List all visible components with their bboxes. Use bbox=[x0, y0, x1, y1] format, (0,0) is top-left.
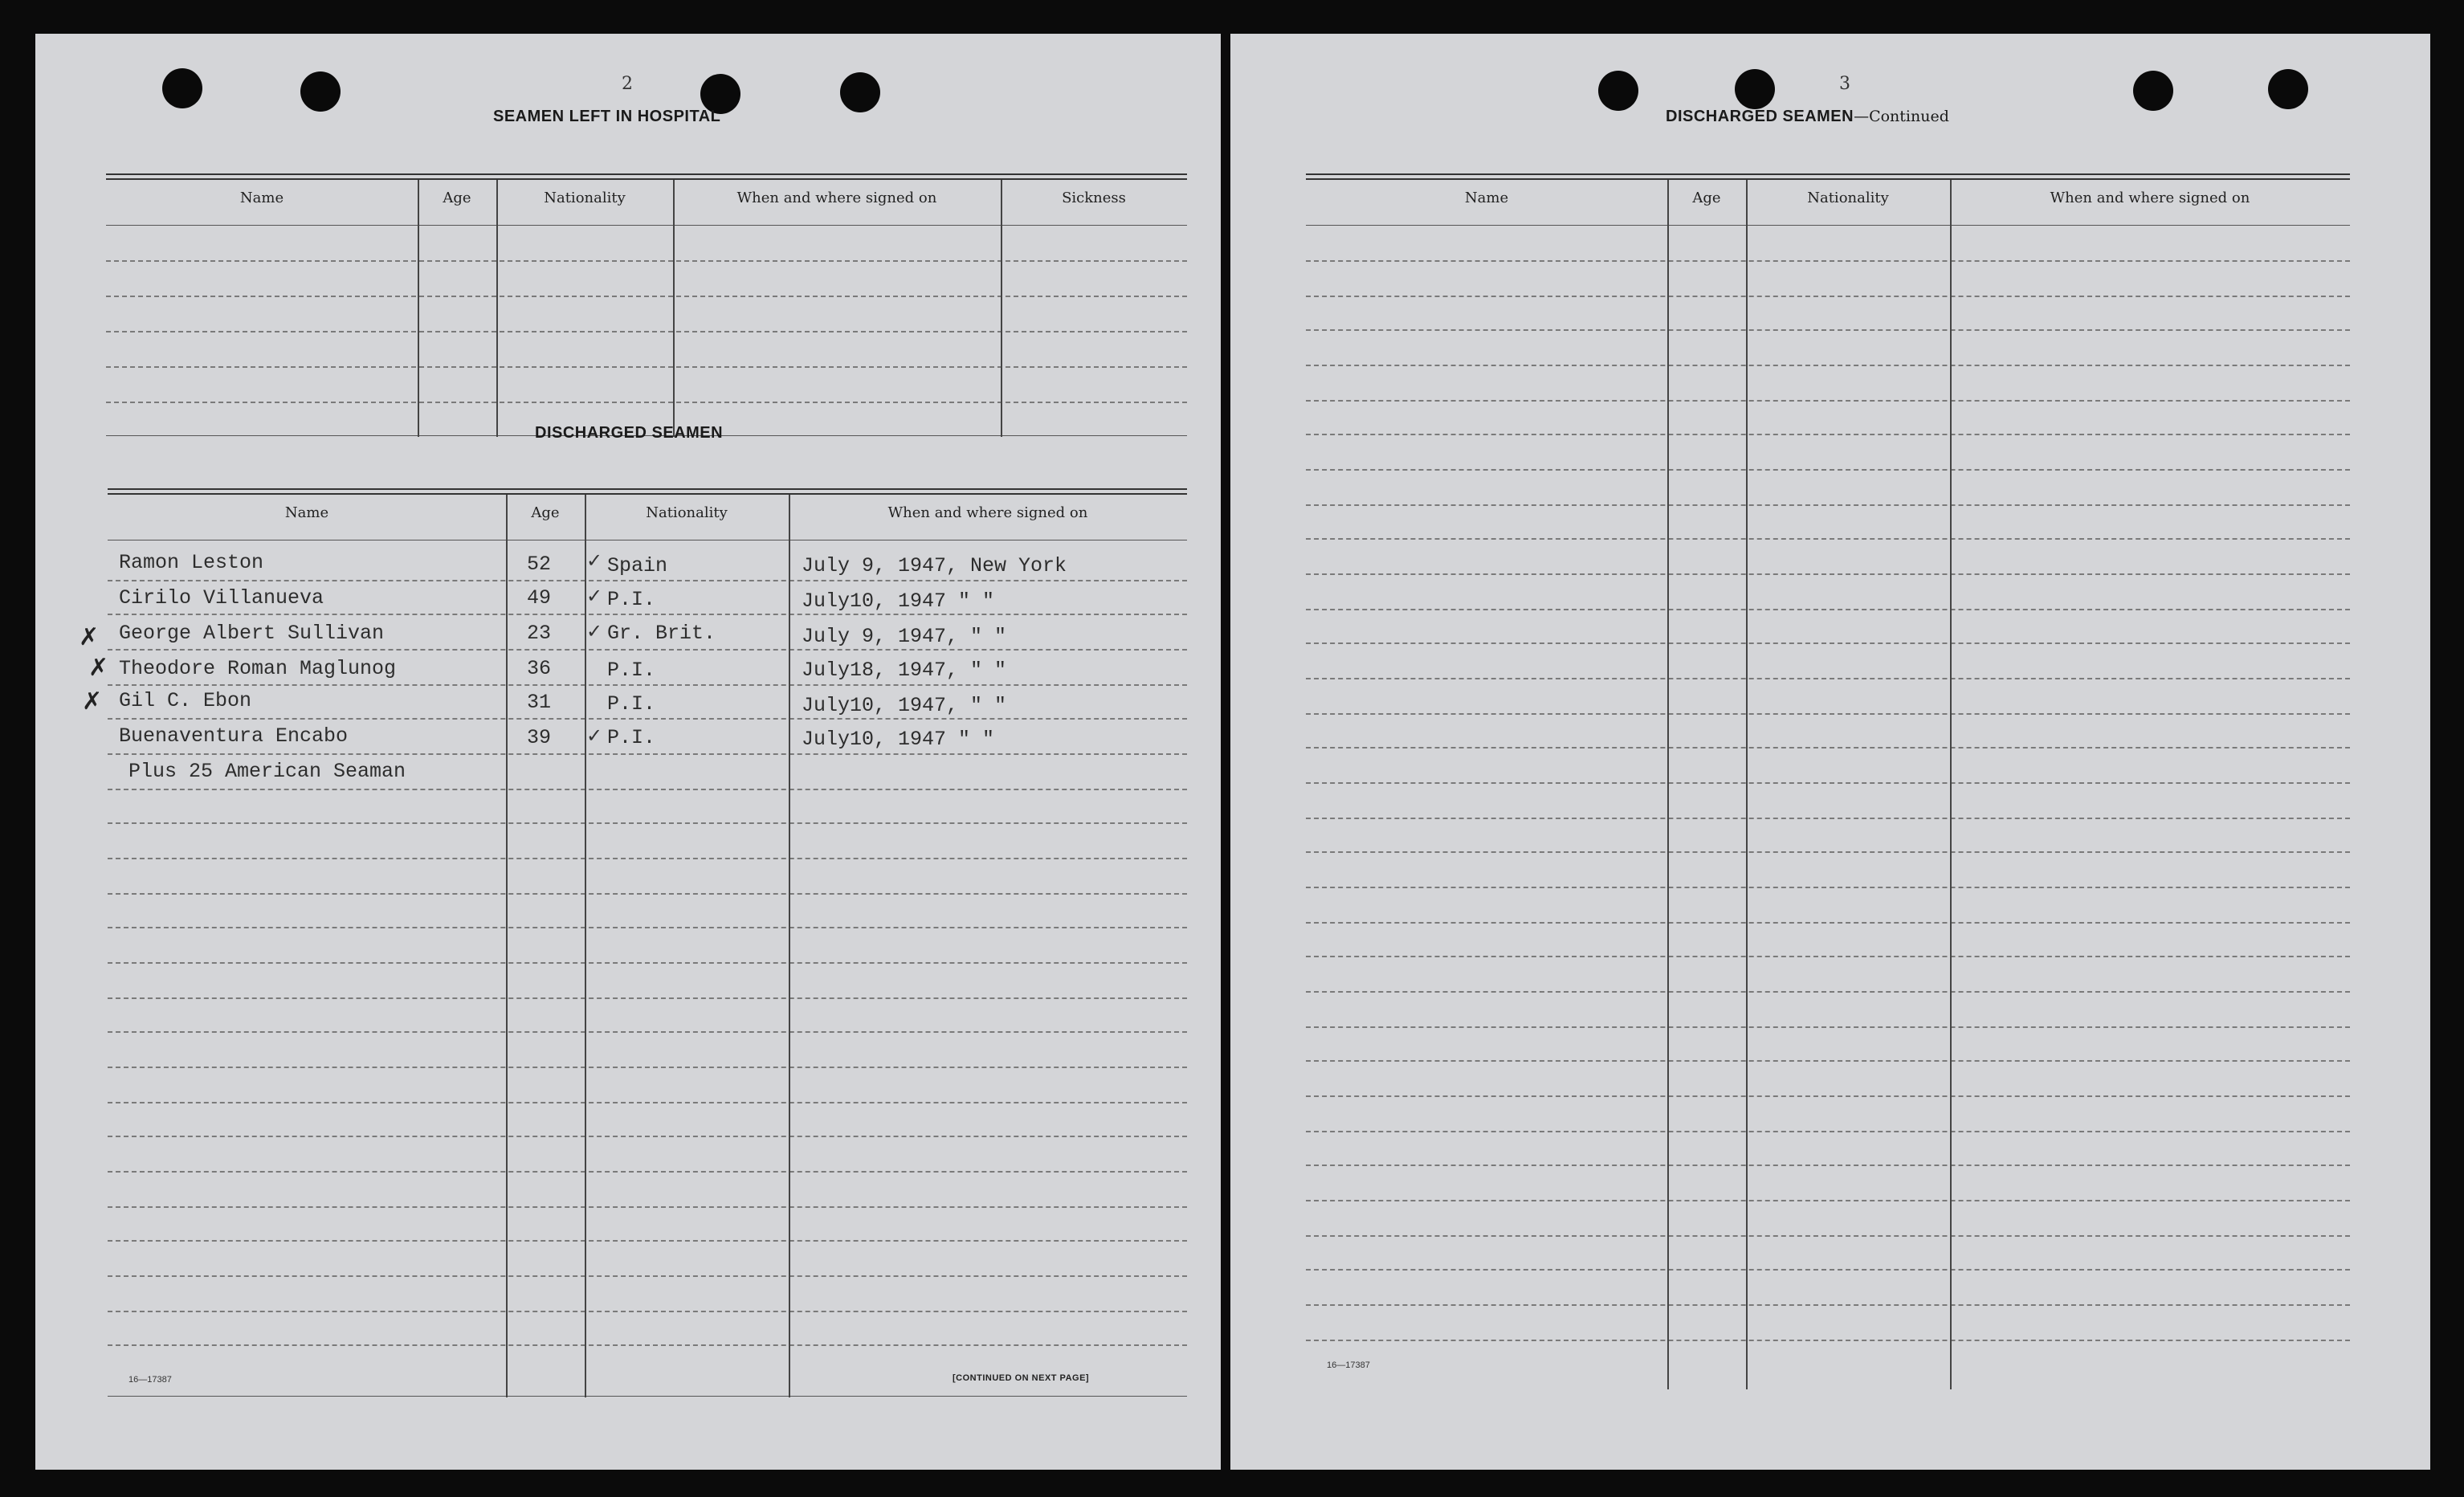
punch-hole bbox=[1735, 69, 1775, 109]
left-page bbox=[35, 34, 1221, 1470]
form-number: 16—17387 bbox=[1327, 1360, 1370, 1370]
form-number: 16—17387 bbox=[129, 1375, 172, 1385]
seaman-nationality: P.I. bbox=[607, 726, 656, 749]
seaman-age: 49 bbox=[527, 586, 552, 610]
title-main: DISCHARGED SEAMEN bbox=[1666, 108, 1854, 125]
seaman-name: Theodore Roman Maglunog bbox=[119, 657, 397, 680]
title-suffix: —Continued bbox=[1854, 108, 1949, 125]
discharged-continued-title bbox=[1666, 108, 1949, 126]
punch-hole bbox=[840, 72, 880, 112]
seaman-nationality: P.I. bbox=[607, 659, 656, 682]
column-header-signed-on: When and where signed on bbox=[2050, 190, 2250, 206]
seaman-age: 52 bbox=[527, 553, 552, 576]
seaman-signed-on: July10, 1947 " " bbox=[802, 589, 995, 613]
margin-check-mark-icon: ✗ bbox=[82, 687, 103, 716]
column-header-nationality: Nationality bbox=[1807, 190, 1889, 206]
seaman-nationality: Spain bbox=[607, 554, 668, 577]
punch-hole bbox=[2268, 69, 2308, 109]
column-header-name: Name bbox=[1464, 190, 1509, 206]
punch-hole bbox=[162, 68, 202, 108]
seaman-age: 31 bbox=[527, 691, 552, 714]
seaman-signed-on: July 9, 1947, New York bbox=[802, 554, 1067, 577]
column-header-age: Age bbox=[443, 190, 471, 206]
continued-note: [CONTINUED ON NEXT PAGE] bbox=[953, 1373, 1090, 1383]
discharged-table bbox=[108, 455, 1187, 1402]
seaman-signed-on: July10, 1947 " " bbox=[802, 728, 995, 751]
column-header-nationality: Nationality bbox=[646, 504, 728, 521]
column-header-signed-on: When and where signed on bbox=[736, 190, 937, 206]
seaman-age: 39 bbox=[527, 726, 552, 749]
seaman-age: 36 bbox=[527, 657, 552, 680]
seaman-signed-on: July 9, 1947, " " bbox=[802, 625, 1007, 648]
hospital-section-title: SEAMEN LEFT IN HOSPITAL bbox=[493, 108, 721, 125]
right-page bbox=[1230, 34, 2430, 1470]
column-header-name: Name bbox=[239, 190, 284, 206]
punch-hole bbox=[300, 71, 341, 112]
seaman-name: Buenaventura Encabo bbox=[119, 724, 349, 748]
column-header-sickness: Sickness bbox=[1062, 190, 1126, 206]
seaman-name: Cirilo Villanueva bbox=[119, 586, 324, 610]
check-mark-icon: ✓ bbox=[586, 549, 603, 572]
additional-seamen-note: Plus 25 American Seaman bbox=[129, 760, 406, 783]
column-header-signed-on: When and where signed on bbox=[887, 504, 1088, 521]
margin-check-mark-icon: ✗ bbox=[79, 623, 100, 651]
discharged-section-title: DISCHARGED SEAMEN bbox=[535, 424, 724, 442]
page-number: 2 bbox=[622, 74, 633, 94]
hospital-table bbox=[106, 138, 1187, 440]
check-mark-icon: ✓ bbox=[586, 585, 603, 607]
seaman-name: Gil C. Ebon bbox=[119, 689, 252, 712]
page-number: 3 bbox=[1839, 74, 1850, 94]
margin-check-mark-icon: ✗ bbox=[88, 654, 109, 682]
discharged-continued-table bbox=[1306, 138, 2350, 1391]
column-header-age: Age bbox=[1692, 190, 1721, 206]
column-header-name: Name bbox=[284, 504, 329, 521]
punch-hole bbox=[2133, 71, 2173, 111]
punch-hole bbox=[1598, 71, 1638, 111]
seaman-nationality: P.I. bbox=[607, 588, 656, 611]
seaman-signed-on: July10, 1947, " " bbox=[802, 694, 1007, 717]
check-mark-icon: ✓ bbox=[586, 620, 603, 642]
seaman-nationality: P.I. bbox=[607, 692, 656, 716]
seaman-age: 23 bbox=[527, 622, 552, 645]
seaman-name: Ramon Leston bbox=[119, 551, 264, 574]
column-header-nationality: Nationality bbox=[544, 190, 626, 206]
seaman-signed-on: July18, 1947, " " bbox=[802, 659, 1007, 682]
seaman-name: George Albert Sullivan bbox=[119, 622, 385, 645]
check-mark-icon: ✓ bbox=[586, 724, 603, 747]
seaman-nationality: Gr. Brit. bbox=[607, 622, 716, 645]
column-header-age: Age bbox=[531, 504, 560, 521]
